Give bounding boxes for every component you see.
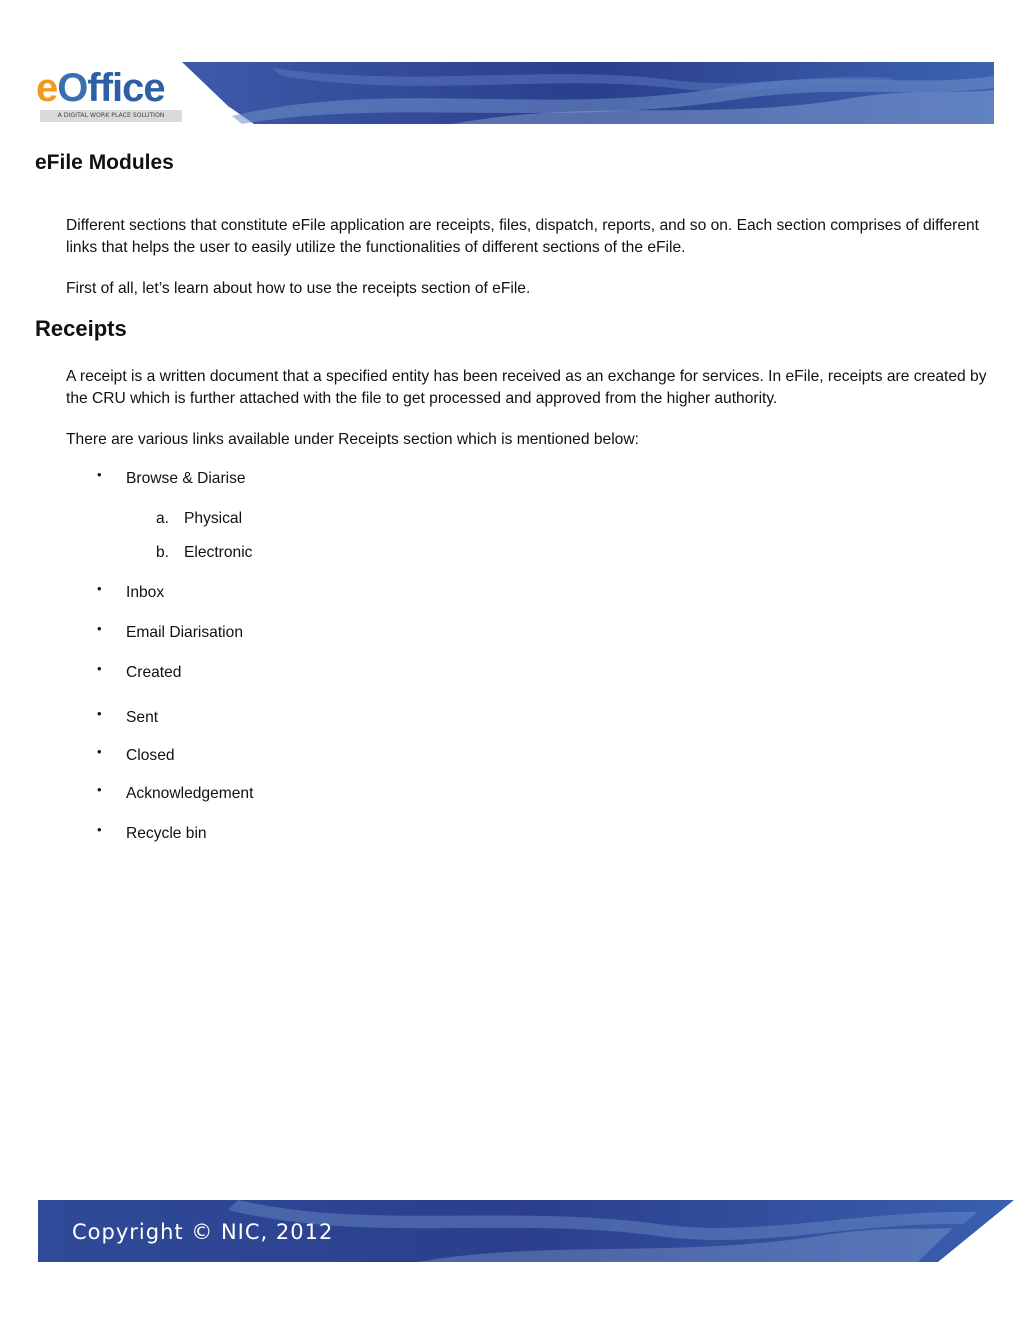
- list-item-label: Sent: [126, 709, 159, 726]
- list-item-label: Closed: [126, 747, 175, 764]
- section-title-efile-modules: eFile Modules: [35, 151, 174, 174]
- list-item-label: Acknowledgement: [126, 785, 254, 802]
- list-item-label: Browse & Diarise: [126, 470, 246, 487]
- logo-wordmark: [36, 68, 165, 108]
- bullet-icon: •: [97, 467, 102, 482]
- page-footer: [38, 1200, 1014, 1264]
- bullet-icon: •: [97, 822, 102, 837]
- sub-item-marker: a.: [156, 510, 170, 527]
- bullet-icon: •: [97, 661, 102, 676]
- sub-item-electronic: [156, 543, 252, 563]
- sub-item-marker: b.: [156, 544, 170, 561]
- logo-letters-rest: ffice: [87, 66, 165, 110]
- eoffice-logo: [36, 68, 186, 128]
- sub-item-label: Physical: [184, 510, 243, 527]
- sub-item-physical: [156, 509, 242, 529]
- logo-letter-o: O: [57, 66, 88, 110]
- receipts-links-intro: There are various links available under Receipts section which is mentioned below:: [66, 431, 639, 448]
- intro-paragraph: Different sections that constitute eFile application are receipts, files, dispatch, reports, and so on. Each section comprises of different links that helps the user to easily utilize the functionalities of different sections of the eFile.: [66, 217, 980, 256]
- list-item-label: Recycle bin: [126, 825, 207, 842]
- logo-tagline: A DIGITAL WORK PLACE SOLUTION: [40, 110, 182, 122]
- bullet-icon: •: [97, 621, 102, 636]
- bullet-icon: •: [97, 706, 102, 721]
- list-item-label: Created: [126, 664, 182, 681]
- receipts-paragraph: A receipt is a written document that a specified entity has been received as an exchange for services. In eFile, receipts are created by the CRU which is further attached with the file to get processed and approved from the higher authority.: [66, 368, 987, 407]
- list-item-label: Email Diarisation: [126, 624, 243, 641]
- page-header: [32, 58, 994, 128]
- list-item-label: Inbox: [126, 584, 165, 601]
- bullet-icon: •: [97, 744, 102, 759]
- bullet-icon: •: [97, 782, 102, 797]
- bullet-icon: •: [97, 581, 102, 596]
- sub-item-label: Electronic: [184, 544, 253, 561]
- section-title-receipts: Receipts: [35, 316, 127, 341]
- logo-letter-e: e: [36, 66, 58, 110]
- footer-copyright: Copyright © NIC, 2012: [72, 1220, 334, 1244]
- intro-paragraph-2: First of all, let’s learn about how to use the receipts section of eFile.: [66, 280, 531, 297]
